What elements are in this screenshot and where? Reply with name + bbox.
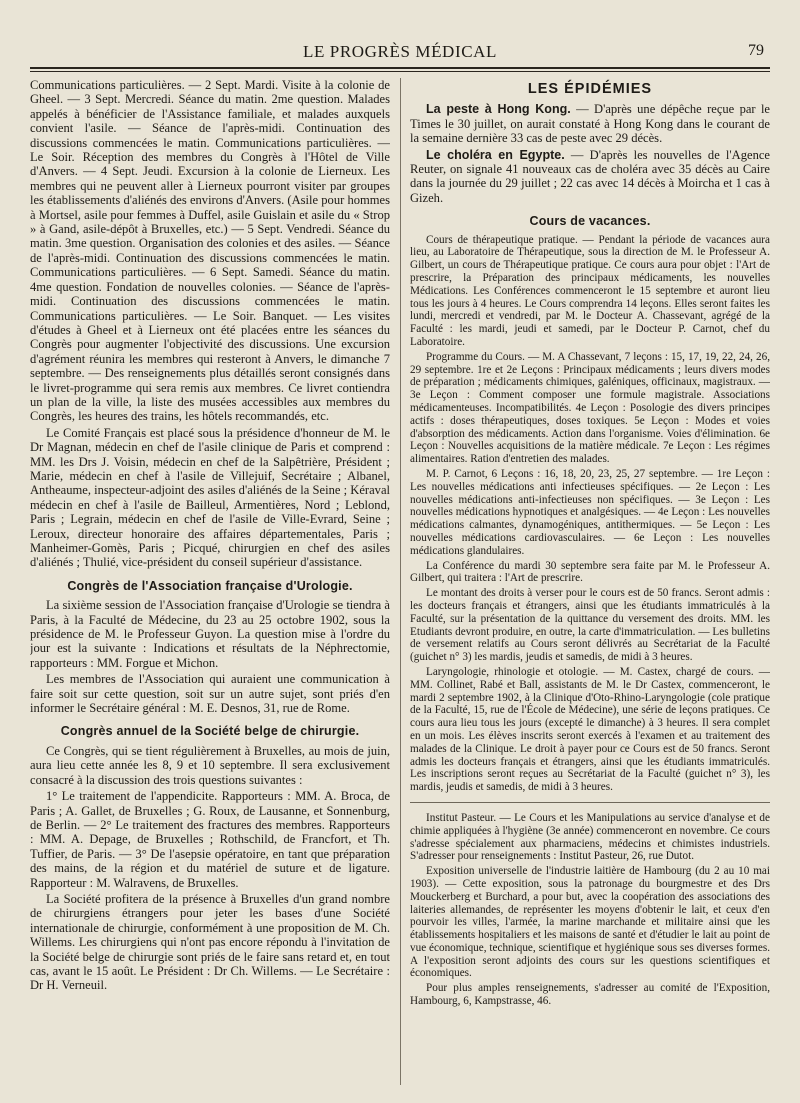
- egypte-news-text: — D'après les nouvelles de l'Agence Reuter, on signale 41 nouveaux cas de choléra avec 35 décès au Caire dans la journée du 29 juillet ; 22 cas avec 14 décès à Moircha et 1 cas à Gizeh.: [410, 147, 770, 205]
- hongkong-news-title: La peste à Hong Kong.: [426, 102, 571, 117]
- laryngologie-paragraph: Laryngologie, rhinologie et otologie. — M. Castex, chargé de cours. — MM. Collinet, Rabé et Ball, assistants de M. le Dr Castex, commenceront, le mardi 2 septembre 1902, à la Clinique d'Oto-Rhino-Laryngologie (cole pratique de la Faculté, 15, rue de l'École de Médecine), une série de leçons pratiques. Ce cours aura lieu tous les jours (excepté le dimanche) à 3 heures. Il sera complet en un mois. Les élèves inscrits seront exercés à l'examen et au traitement des malades de la Clinique. Le droit à payer pour ce Cours est de 50 francs. Seront admis les docteurs français et étrangers, ainsi que les étudiants immatriculés. Les inscriptions seront reçues au Secrétariat de la Faculté (guichet n° 3), les mardis, jeudis et samedis, de midi à 3 heures.: [410, 665, 770, 794]
- therapeutique-conference-paragraph: La Conférence du mardi 30 septembre sera faite par M. le Professeur A. Gilbert, qui traitera : l'Art de prescrire.: [410, 559, 770, 585]
- column-divider: [400, 78, 401, 1085]
- hambourg-contact-paragraph: Pour plus amples renseignements, s'adresser au comité de l'Exposition, Hambourg, 6, Kampstrasse, 46.: [410, 982, 770, 1008]
- section-heading-epidemies: LES ÉPIDÉMIES: [527, 81, 653, 97]
- section-heading-vacances: Cours de vacances.: [529, 214, 651, 229]
- header-rule-thick: [30, 67, 770, 69]
- chirurgie-questions-paragraph: 1° Le traitement de l'appendicite. Rapporteurs : MM. A. Broca, de Paris ; A. Gallet, de Bruxelles ; G. Roux, de Lausanne, et Sonnenburg, de Berlin. — 2° Le traitement des fractures des membres. Rapporteurs : MM. A. Depage, de Bruxelles ; Rothschild, de Francfort, et Th. Tuffier, de Paris. — 3° De l'asepsie opératoire, en tant que préparation des mains, de la région et du matériel de suture et de ligature. Rapporteur : M. Walravens, de Bruxelles.: [30, 789, 390, 890]
- chirurgie-society-paragraph: La Société profitera de la présence à Bruxelles d'un grand nombre de chirurgiens étrangers pour jeter les bases d'une Société internationale de chirurgie, conformément à une proposition de M. Ch. Willems. Les chirurgiens qui n'ont pas encore répondu à l'invitation de la Société belge de chirurgie sont priés de le faire sans retard et, en tout cas, avant le 15 août. Le Président : Dr Ch. Willems. — Le Secrétaire : Dr H. Verneuil.: [30, 891, 390, 993]
- chirurgie-intro-paragraph: Ce Congrès, qui se tient régulièrement à Bruxelles, au mois de juin, aura lieu cette année les 8, 9 et 10 septembre. Il sera exclusivement consacré à la discussion des trois questions suivantes :: [30, 743, 390, 787]
- hongkong-news-text: — D'après une dépêche reçue par le Times le 30 juillet, on aurait constaté à Hong Kong dans le courant de la semaine dernière 33 cas de peste avec 29 décès.: [410, 102, 770, 146]
- page-number: 79: [748, 42, 764, 59]
- right-column: [410, 78, 770, 1085]
- egypte-news-title: Le choléra en Egypte.: [426, 147, 565, 162]
- urologie-session-paragraph: La sixième session de l'Association française d'Urologie se tiendra à Paris, à la Faculté de Médecine, du 23 au 25 octobre 1902, sous la présidence de M. le Professeur Guyon. La question mise à l'ordre du jour est la suivante : Indications et résultats de la Néphrectomie, rapporteurs : MM. Forgue et Michon.: [30, 598, 390, 670]
- section-heading-chirurgie: Congrès annuel de la Société belge de chirurgie.: [60, 724, 360, 739]
- running-head: [30, 40, 770, 68]
- pasteur-paragraph: Institut Pasteur. — Le Cours et les Manipulations au service d'analyse et de chimie appliquées à l'hygiène (3e année) commenceront en novembre. Ce cours s'adresse spécialement aux pharmaciens, médecins et chimistes industriels. S'adresser pour renseignements : Institut Pasteur, 26, rue Dutot.: [410, 811, 770, 863]
- header-rule-thin: [30, 71, 770, 72]
- therapeutique-course-block: [410, 234, 770, 794]
- announcements-block: [410, 812, 770, 1008]
- congress-program-paragraph: Communications particulières. — 2 Sept. Mardi. Visite à la colonie de Gheel. — 3 Sept. Mercredi. Séance du matin. 2me question. Malades appelés à bénéficier de l'Assistance familiale, et malades auxquels convient l'asile. — Séance de l'après-midi. Continuation des discussions commencées le matin. Communications particulières. — Le Soir. Réception des membres du Congrès à l'Hôtel de Ville d'Anvers. — 4 Sept. Jeudi. Excursion à la colonie de Lierneux. Les membres qui ne peuvent aller à Lierneux pourront visiter par groupes les établissements d'aliénés des environs d'Anvers. (Asile pour hommes à Mortsel, asile pour femmes à Duffel, asile Guislain et asile du « Strop » à Gand, asile-dépôt à Bruxelles, etc.) — 5 Sept. Vendredi. Séance du matin. 3me question. Organisation des colonies et des asiles. — Séance de l'après-midi. Continuation des discussions commencées le matin. Communications particulières. — 6 Sept. Samedi. Séance du matin. 4me question. Fondation de nouvelles colonies. — Séance de l'après-midi. Continuation des discussions commencées le matin. Communications particulières. — Le Soir. Banquet. — Les visites d'études à Gheel et à Lierneux ont été placées entre les séances du Congrès pour augmenter l'objectivité des discussions. Une excursion d'agrément réunira les membres qui resteront à Anvers, le dimanche 7 septembre. — Des renseignements plus détaillés seront consignés dans le livret-programme qui sera remis aux membres. Ce livret contiendra un plan de la ville, la liste des musées accessibles aux membres du Congrès, les heures des trains, les hôtels recommandés, etc.: [30, 78, 390, 424]
- egypte-news-item: [410, 148, 770, 206]
- hongkong-news-item: [410, 102, 770, 145]
- therapeutique-fees-paragraph: Le montant des droits à verser pour le cours est de 50 francs. Seront admis : les docteurs français et étrangers, ainsi que les étudiants immatriculés à la Faculté, sur la présentation de la quittance du versement des droits. MM. les Etudiants devront produire, en outre, la carte d'immatriculation. — Les bulletins de versement relatifs au Cours seront délivrés au Secrétariat de la Faculté (guichet n° 3) les mardis, jeudis et samedis, de midi à 3 heures.: [410, 587, 770, 664]
- section-divider-rule: [410, 802, 770, 803]
- french-committee-paragraph: Le Comité Français est placé sous la présidence d'honneur de M. le Dr Magnan, médecin en chef de l'asile clinique de Paris et comprend : MM. les Drs J. Voisin, médecin en chef de la Salpêtrière, Président ; Marie, médecin en chef à l'asile de Villejuif, Secrétaire ; Albanel, Antheaume, inspecteur-adjoint des asiles d'aliénés de la Seine ; Kéraval médecin en chef à l'asile de Bailleul, Armentières, Nord ; Leblond, Paris ; Legrain, médecin en chef de l'asile de Ville-Evrard, Seine ; Leroux, directeur honoraire des affaires départementales, Paris ; Manheimer-Gomès, Paris ; Picqué, chirurgien en chef des asiles d'aliénés ; Thulié, vice-président du conseil supérieur d'assistance.: [30, 425, 390, 570]
- urologie-members-paragraph: Les membres de l'Association qui auraient une communication à faire soit sur cette question, soit sur un autre sujet, sont priés d'en informer le Secrétaire général : M. E. Desnos, 31, rue de Rome.: [30, 672, 390, 716]
- left-column: [30, 78, 390, 1085]
- hambourg-paragraph: Exposition universelle de l'industrie laitière de Hambourg (du 2 au 10 mai 1903). — Cette exposition, sous la patronage du bourgmestre et des Drs Mouckerberg et Burchard, a pour but, avec la coopération des associations des laiteries allemandes, de représenter les moyens d'obtenir le lait, et ceux d'en pourvoir les villes, l'armée, la marine marchande et militaire ainsi que les établissements hospitaliers et les maisons de santé et d'étudier le lait au point de vue économique, technique, scientifique et hygiénique sous ses diverses formes. A l'exposition seront adjoints des cours sur les questions scientifiques et économiques.: [410, 865, 770, 980]
- therapeutique-carnot-paragraph: M. P. Carnot, 6 Leçons : 16, 18, 20, 23, 25, 27 septembre. — 1re Leçon : Les nouvelles médications anti infectieuses spécifiques. — 2e Leçon : Les nouvelles médications anti-infectieuses non spécifiques. — 3e Leçon : Les nouvelles médications hypnotiques et analgésiques. — 4e Leçon : Les nouvelles médications calmantes, dynamogéniques, antithermiques. — 5e Leçon : Les nouvelles médications cardiovasculaires. — 6e Leçon : Les nouvelles médications glandulaires.: [410, 468, 770, 557]
- therapeutique-program-paragraph: Programme du Cours. — M. A Chassevant, 7 leçons : 15, 17, 19, 22, 24, 26, 29 septembre. 1re et 2e Leçons : Principaux médicaments ; leurs divers modes de préparation ; médicaments chimiques, galéniques, officinaux, magistraux. — 3e Leçon : Comment composer une formule magistrale. Associations médicamenteuses. Incompatibilités. 4e Leçon : Posologie des divers principes actifs : doses thérapeutiques, doses toxiques. 5e Leçon : Modes et voies d'absorption des médicaments. Action dans l'organisme. Voies d'élimination. 6e Leçon : Nouvelles acquisitions de la matière médicale. 7e Leçon : Les régimes alimentaires. Ration d'entretien des malades.: [410, 350, 770, 466]
- section-heading-urologie: Congrès de l'Association française d'Urologie.: [67, 578, 353, 593]
- therapeutique-intro-paragraph: Cours de thérapeutique pratique. — Pendant la période de vacances aura lieu, au Laboratoire de Thérapeutique, sous la direction de M. le Professeur A. Gilbert, un cours de Thérapeutique pratique. Ce cours aura pour objet : l'Art de prescrire, la Préparation des principaux médicaments, les nouvelles Médications. Les Conférences commenceront le 15 septembre et auront lieu tous les jours à 4 heures. Le Cours comprendra 14 leçons. Elles seront faites les lundi, mercredi et vendredi, par M. le Docteur A. Chassevant, agrégé de la Faculté : les mardi, jeudi et samedi, par le Docteur P. Carnot, chef du Laboratoire.: [410, 233, 770, 349]
- journal-title: LE PROGRÈS MÉDICAL: [302, 42, 498, 61]
